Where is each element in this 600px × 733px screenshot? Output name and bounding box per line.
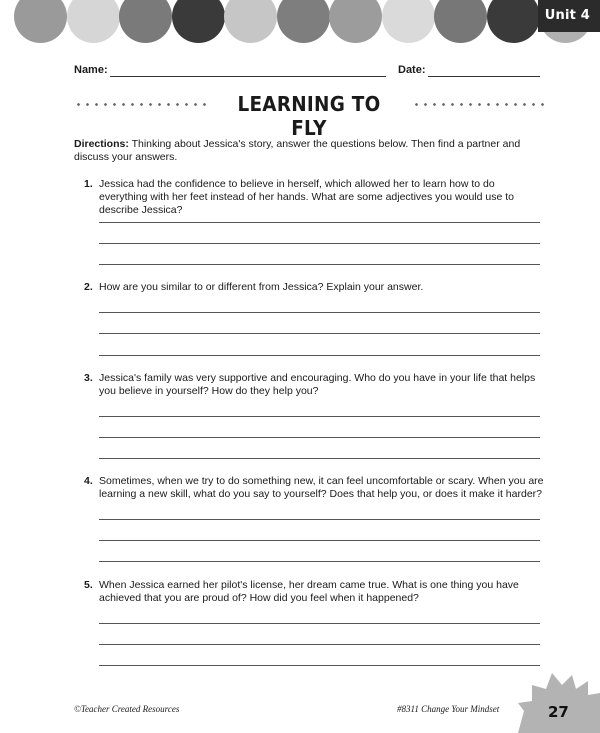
header-circle [487, 0, 540, 43]
answer-line[interactable] [99, 437, 540, 438]
answer-line[interactable] [99, 243, 540, 244]
answer-line[interactable] [99, 540, 540, 541]
header-circle [277, 0, 330, 43]
header-circle [224, 0, 277, 43]
title-dots-right [412, 103, 544, 106]
book-title: #8311 Change Your Mindset [397, 704, 500, 714]
date-field[interactable] [428, 76, 540, 77]
question-5-number: 5. [84, 579, 93, 591]
question-4-number: 4. [84, 475, 93, 487]
header-circle [434, 0, 487, 43]
name-field[interactable] [110, 76, 386, 77]
question-5-text: When Jessica earned her pilot's license, her dream came true. What is one thing you have achieved that you are proud of? How did you feel when it happened? [99, 579, 519, 604]
answer-line[interactable] [99, 561, 540, 562]
question-3-number: 3. [84, 372, 93, 384]
date-label: Date: [398, 64, 426, 76]
copyright-text: ©Teacher Created Resources [74, 704, 180, 714]
unit-label: Unit 4 [544, 8, 590, 23]
answer-line[interactable] [99, 644, 540, 645]
answer-line[interactable] [99, 519, 540, 520]
name-label: Name: [74, 64, 108, 76]
directions-label: Directions: [74, 138, 129, 150]
directions-text: Thinking about Jessica's story, answer the questions below. Then find a partner and discuss your answers. [74, 138, 521, 163]
question-2-text: How are you similar to or different from Jessica? Explain your answer. [99, 281, 424, 293]
question-3-text: Jessica's family was very supportive and encouraging. Who do you have in your life that helps you believe in yourself? How do they help you? [99, 372, 536, 397]
answer-line[interactable] [99, 623, 540, 624]
page-number-burst [518, 671, 600, 733]
answer-line[interactable] [99, 416, 540, 417]
answer-line[interactable] [99, 264, 540, 265]
question-1-text: Jessica had the confidence to believe in herself, which allowed her to learn how to do everything with her feet instead of her hands. What are some adjectives you would use to describe Jessica? [99, 178, 514, 216]
header-circle [329, 0, 382, 43]
directions [74, 138, 544, 164]
question-2-number: 2. [84, 281, 93, 293]
title-row [74, 92, 544, 140]
question-1-number: 1. [84, 178, 93, 190]
page-title: LEARNING TO FLY [237, 92, 381, 140]
answer-line[interactable] [99, 665, 540, 666]
header-circle [382, 0, 435, 43]
header-circle [67, 0, 120, 43]
answer-line[interactable] [99, 333, 540, 334]
page-number: 27 [548, 703, 569, 721]
answer-line[interactable] [99, 222, 540, 223]
question-4-text: Sometimes, when we try to do something new, it can feel uncomfortable or scary. When you are learning a new skill, what do you say to yourself? Does that help you, or does it make it harder? [99, 475, 544, 500]
header-circle [172, 0, 225, 43]
header-circle-strip [0, 0, 600, 46]
answer-line[interactable] [99, 312, 540, 313]
title-dots-left [74, 103, 209, 106]
answer-line[interactable] [99, 355, 540, 356]
answer-line[interactable] [99, 458, 540, 459]
header-circle [119, 0, 172, 43]
header-circle [14, 0, 67, 43]
